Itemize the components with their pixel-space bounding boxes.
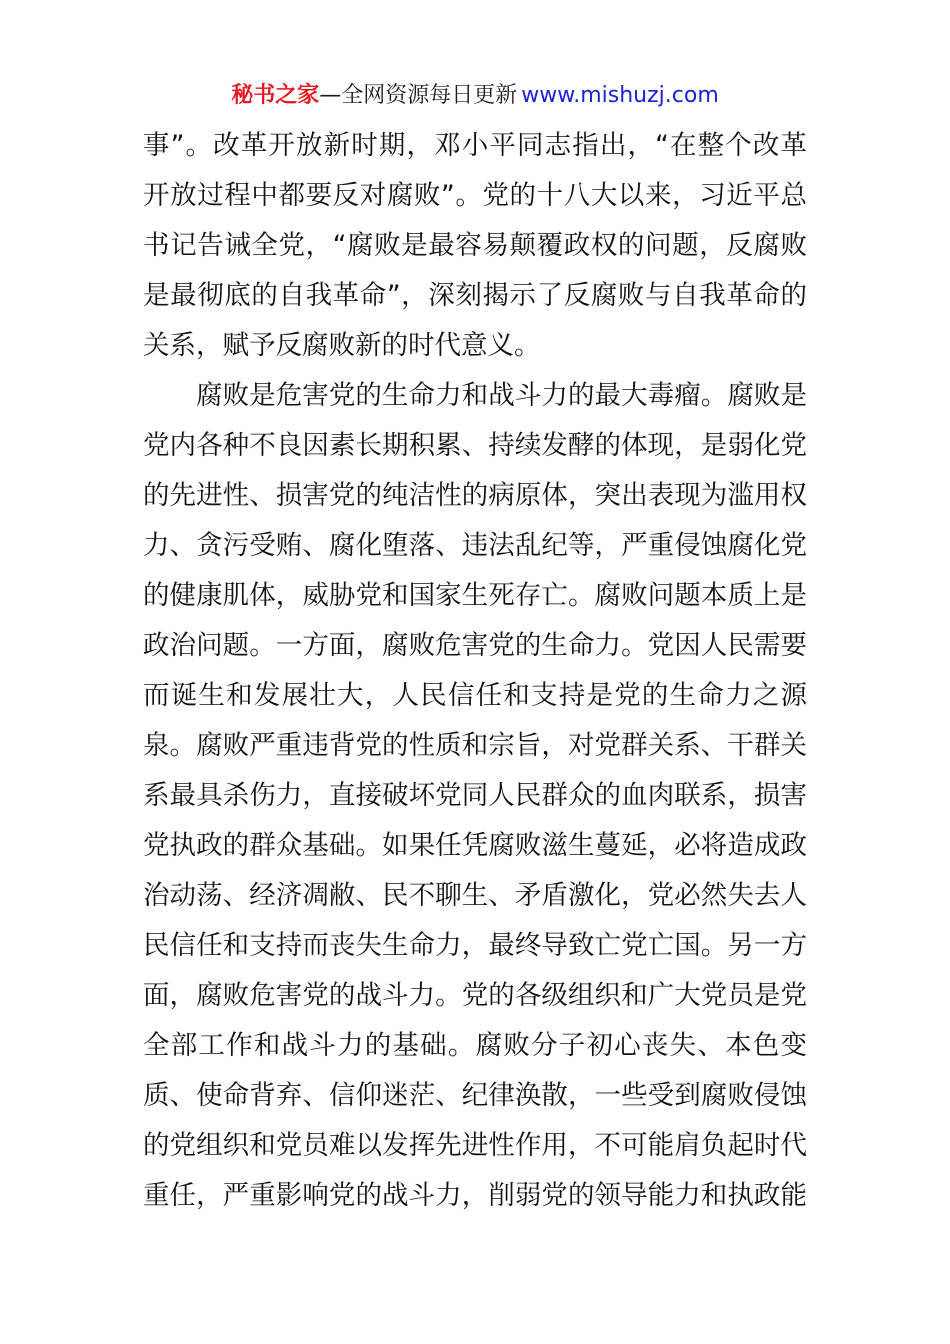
text-line: 事”。改革开放新时期，邓小平同志指出，“在整个改革 bbox=[143, 130, 807, 161]
text-line: 重任，严重影响党的战斗力，削弱党的领导能力和执政能 bbox=[143, 1180, 807, 1211]
text-line: 党执政的群众基础。如果任凭腐败滋生蔓延，必将造成政 bbox=[143, 830, 807, 861]
text-line: 面，腐败危害党的战斗力。党的各级组织和广大党员是党 bbox=[143, 980, 807, 1011]
text-line: 全部工作和战斗力的基础。腐败分子初心丧失、本色变 bbox=[143, 1030, 807, 1061]
document-body bbox=[143, 121, 807, 1221]
text-line: 的健康肌体，威胁党和国家生死存亡。腐败问题本质上是 bbox=[143, 580, 807, 611]
text-line: 政治问题。一方面，腐败危害党的生命力。党因人民需要 bbox=[143, 630, 807, 661]
text-line: 党内各种不良因素长期积累、持续发酵的体现，是弱化党 bbox=[143, 430, 807, 461]
text-line: 治动荡、经济凋敝、民不聊生、矛盾激化，党必然失去人 bbox=[143, 880, 807, 911]
text-line: 的党组织和党员难以发挥先进性作用，不可能肩负起时代 bbox=[143, 1130, 807, 1161]
text-line: 的先进性、损害党的纯洁性的病原体，突出表现为滥用权 bbox=[143, 480, 807, 511]
text-line: 是最彻底的自我革命”，深刻揭示了反腐败与自我革命的 bbox=[143, 280, 807, 311]
text-line: 而诞生和发展壮大，人民信任和支持是党的生命力之源 bbox=[143, 680, 807, 711]
text-line: 力、贪污受贿、腐化堕落、违法乱纪等，严重侵蚀腐化党 bbox=[143, 530, 807, 561]
text-line: 民信任和支持而丧失生命力，最终导致亡党亡国。另一方 bbox=[143, 930, 807, 961]
text-line: 泉。腐败严重违背党的性质和宗旨，对党群关系、干群关 bbox=[143, 730, 807, 761]
paragraph-start-line: 腐败是危害党的生命力和战斗力的最大毒瘤。腐败是 bbox=[196, 380, 807, 411]
text-line: 质、使命背弃、信仰迷茫、纪律涣散，一些受到腐败侵蚀 bbox=[143, 1080, 807, 1111]
header-url-link[interactable]: www.mishuzj.com bbox=[521, 83, 719, 108]
paragraph-end-line: 关系，赋予反腐败新的时代意义。 bbox=[143, 330, 541, 361]
text-line: 系最具杀伤力，直接破坏党同人民群众的血肉联系，损害 bbox=[143, 780, 807, 811]
header-tagline: —全网资源每日更新 bbox=[319, 83, 518, 108]
text-line: 开放过程中都要反对腐败”。党的十八大以来，习近平总 bbox=[143, 180, 807, 211]
brand-name: 秘书之家 bbox=[231, 83, 320, 108]
text-line: 书记告诫全党，“腐败是最容易颠覆政权的问题，反腐败 bbox=[143, 230, 807, 261]
site-header bbox=[0, 80, 950, 112]
